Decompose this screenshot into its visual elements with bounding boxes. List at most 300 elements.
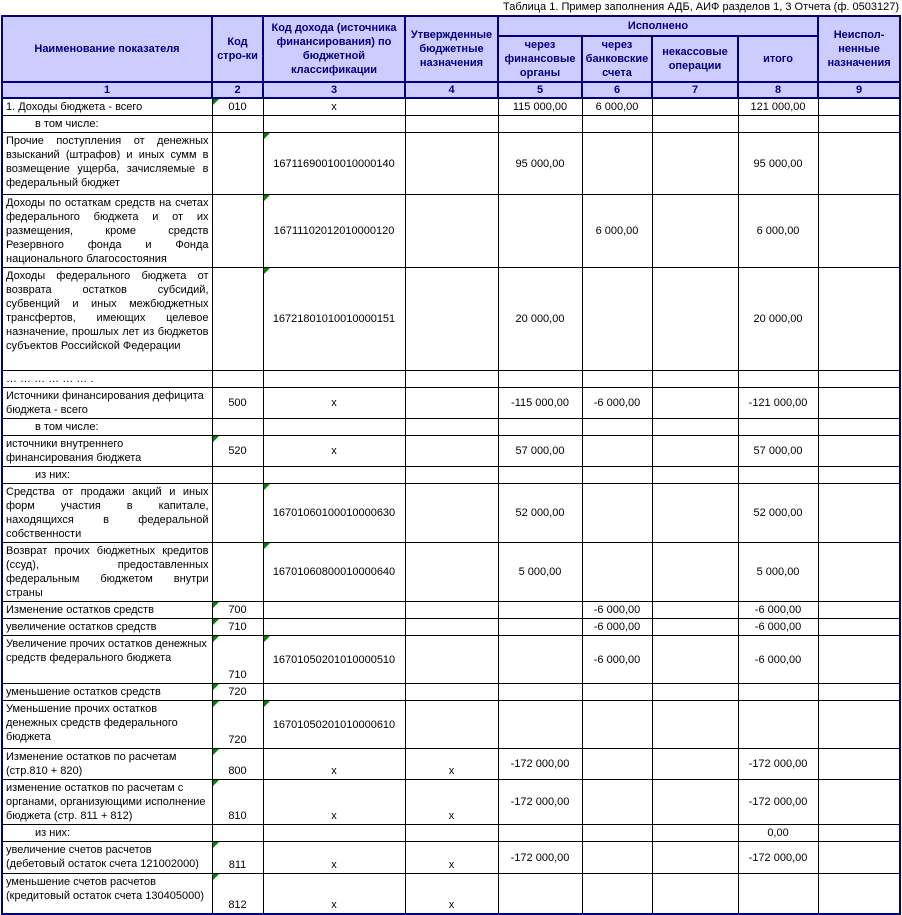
cell-comment-marker-icon <box>213 636 219 642</box>
cell-approved <box>405 268 498 371</box>
table-header <box>2 16 900 98</box>
cell-unexecuted <box>818 842 900 874</box>
cell-kbk-code <box>263 436 405 467</box>
cell-line-code <box>212 467 263 484</box>
cell-value: -172 000,00 <box>510 796 570 808</box>
cell-unexecuted <box>818 684 900 701</box>
cell-value: 710 <box>228 621 247 633</box>
column-number: 5 <box>498 82 582 98</box>
cell-comment-marker-icon <box>264 268 270 274</box>
cell-value: 800 <box>228 765 247 777</box>
indicator-text: увеличение счетов расчетов (дебетовый остаток счета 121002000) <box>6 844 199 870</box>
cell-value: -6 000,00 <box>754 604 802 616</box>
cell-value: x <box>331 445 337 457</box>
column-number: 2 <box>212 82 263 98</box>
table-row <box>2 419 900 436</box>
cell-via-finance <box>498 543 582 602</box>
cell-total <box>738 268 818 371</box>
cell-approved <box>405 619 498 636</box>
cell-total <box>738 749 818 780</box>
cell-via-finance <box>498 780 582 825</box>
cell-via-bank <box>582 874 652 914</box>
col-header-kbk: Код дохода (источника финансирования) по бюджетной классификации <box>263 16 405 82</box>
cell-value: x <box>448 765 455 777</box>
indicator-text: Возврат прочих бюджетных кредитов (ссуд), предоставленных федеральным бюджетом внутри страны <box>6 545 209 599</box>
cell-approved <box>405 543 498 602</box>
cell-indicator-name <box>2 780 212 825</box>
cell-total <box>738 116 818 133</box>
cell-indicator-name <box>2 371 212 388</box>
cell-approved <box>405 195 498 268</box>
cell-value: 121 000,00 <box>750 101 806 113</box>
cell-noncash <box>652 619 738 636</box>
cell-via-finance <box>498 98 582 116</box>
cell-line-code <box>212 636 263 684</box>
cell-approved <box>405 436 498 467</box>
cell-via-finance <box>498 116 582 133</box>
indicator-text: Прочие поступления от денежных взысканий (штрафов) и иных сумм в возмещение ущерба, зачисляемые в федеральный бюджет <box>6 135 209 189</box>
cell-comment-marker-icon <box>264 701 270 707</box>
table-row <box>2 543 900 602</box>
cell-value: x <box>448 810 455 822</box>
table-body <box>2 98 900 914</box>
table-row <box>2 602 900 619</box>
cell-comment-marker-icon <box>213 436 219 442</box>
cell-comment-marker-icon <box>213 684 219 690</box>
cell-line-code <box>212 388 263 419</box>
cell-kbk-code <box>263 602 405 619</box>
cell-kbk-code <box>263 133 405 195</box>
cell-unexecuted <box>818 602 900 619</box>
cell-line-code <box>212 619 263 636</box>
cell-total <box>738 195 818 268</box>
cell-value: 500 <box>228 397 247 409</box>
cell-noncash <box>652 268 738 371</box>
col-header-indicator-name: Наименование показателя <box>2 16 212 82</box>
cell-approved <box>405 602 498 619</box>
cell-total <box>738 98 818 116</box>
cell-via-finance <box>498 484 582 543</box>
cell-indicator-name <box>2 684 212 701</box>
indicator-text: из них: <box>35 469 71 481</box>
cell-value: 6 000,00 <box>595 225 639 237</box>
cell-value: 5 000,00 <box>518 566 562 578</box>
indicator-text: источники внутреннего финансирования бюджета <box>6 438 142 464</box>
cell-noncash <box>652 780 738 825</box>
cell-value: x <box>331 101 337 113</box>
col-header-total: итого <box>738 36 818 82</box>
cell-indicator-name <box>2 874 212 914</box>
cell-line-code <box>212 484 263 543</box>
cell-noncash <box>652 874 738 914</box>
cell-total <box>738 133 818 195</box>
cell-value: 16701050201010000610 <box>272 718 396 731</box>
cell-unexecuted <box>818 268 900 371</box>
cell-via-finance <box>498 371 582 388</box>
cell-unexecuted <box>818 874 900 914</box>
cell-comment-marker-icon <box>213 619 219 625</box>
cell-total <box>738 825 818 842</box>
cell-value: -172 000,00 <box>748 796 808 808</box>
table-row <box>2 268 900 371</box>
cell-value: -6 000,00 <box>754 653 802 666</box>
cell-line-code <box>212 780 263 825</box>
cell-via-bank <box>582 436 652 467</box>
column-number-row <box>2 82 900 98</box>
cell-noncash <box>652 484 738 543</box>
cell-via-bank <box>582 116 652 133</box>
cell-value: 6 000,00 <box>595 101 639 113</box>
cell-value: 520 <box>228 445 247 457</box>
cell-value: 812 <box>228 898 247 911</box>
cell-value: x <box>331 810 337 822</box>
cell-via-bank <box>582 467 652 484</box>
cell-comment-marker-icon <box>213 701 219 707</box>
cell-comment-marker-icon <box>213 874 219 880</box>
cell-line-code <box>212 116 263 133</box>
cell-comment-marker-icon <box>264 484 270 490</box>
cell-kbk-code <box>263 780 405 825</box>
cell-value: 16701060800010000640 <box>272 566 396 578</box>
cell-noncash <box>652 825 738 842</box>
cell-total <box>738 484 818 543</box>
cell-noncash <box>652 98 738 116</box>
cell-via-bank <box>582 825 652 842</box>
cell-value: x <box>331 859 337 871</box>
cell-noncash <box>652 436 738 467</box>
cell-approved <box>405 825 498 842</box>
table-row <box>2 467 900 484</box>
cell-noncash <box>652 636 738 684</box>
cell-line-code <box>212 419 263 436</box>
cell-indicator-name <box>2 842 212 874</box>
cell-approved <box>405 388 498 419</box>
cell-total <box>738 619 818 636</box>
cell-via-bank <box>582 195 652 268</box>
column-number: 9 <box>818 82 900 98</box>
table-caption: Таблица 1. Пример заполнения АДБ, АИФ разделов 1, 3 Отчета (ф. 0503127) <box>503 1 899 13</box>
cell-unexecuted <box>818 116 900 133</box>
col-header-via-finance: через финансовые органы <box>498 36 582 82</box>
table-row <box>2 825 900 842</box>
cell-noncash <box>652 116 738 133</box>
col-header-noncash: некассовые операции <box>652 36 738 82</box>
cell-via-bank <box>582 419 652 436</box>
column-number: 4 <box>405 82 498 98</box>
cell-indicator-name <box>2 98 212 116</box>
cell-value: 16701060100010000630 <box>272 507 396 519</box>
cell-kbk-code <box>263 684 405 701</box>
col-header-unexecuted: Неиспол-ненные назначения <box>818 16 900 82</box>
cell-approved <box>405 371 498 388</box>
cell-kbk-code <box>263 116 405 133</box>
cell-value: 010 <box>228 101 247 113</box>
cell-value: 52 000,00 <box>515 507 565 519</box>
cell-unexecuted <box>818 636 900 684</box>
cell-unexecuted <box>818 825 900 842</box>
cell-total <box>738 842 818 874</box>
cell-approved <box>405 636 498 684</box>
cell-noncash <box>652 371 738 388</box>
cell-comment-marker-icon <box>213 602 219 608</box>
indicator-text: Увеличение прочих остатков денежных средств федерального бюджета <box>6 638 207 664</box>
cell-noncash <box>652 543 738 602</box>
cell-unexecuted <box>818 484 900 543</box>
cell-value: 16701050201010000510 <box>272 653 396 666</box>
cell-via-finance <box>498 701 582 749</box>
col-header-line-code: Код стро-ки <box>212 16 263 82</box>
cell-via-bank <box>582 842 652 874</box>
indicator-text: изменение остатков по расчетам с органами, организующими исполнение бюджета (стр. 811 + 812) <box>6 782 206 822</box>
cell-indicator-name <box>2 388 212 419</box>
column-number: 6 <box>582 82 652 98</box>
cell-indicator-name <box>2 436 212 467</box>
column-number: 3 <box>263 82 405 98</box>
cell-indicator-name <box>2 116 212 133</box>
cell-comment-marker-icon <box>213 842 219 848</box>
cell-via-bank <box>582 780 652 825</box>
cell-kbk-code <box>263 484 405 543</box>
cell-value: -6 000,00 <box>593 604 641 616</box>
table-row <box>2 874 900 914</box>
cell-approved <box>405 701 498 749</box>
cell-kbk-code <box>263 419 405 436</box>
cell-via-finance <box>498 268 582 371</box>
column-number: 1 <box>2 82 212 98</box>
cell-value: x <box>448 898 455 911</box>
cell-value: -115 000,00 <box>511 397 569 409</box>
table-row <box>2 780 900 825</box>
table-row <box>2 98 900 116</box>
indicator-text: увеличение остатков средств <box>6 621 157 633</box>
cell-line-code <box>212 436 263 467</box>
cell-indicator-name <box>2 268 212 371</box>
cell-noncash <box>652 701 738 749</box>
cell-comment-marker-icon <box>264 636 270 642</box>
cell-comment-marker-icon <box>264 543 270 549</box>
cell-kbk-code <box>263 98 405 116</box>
cell-total <box>738 780 818 825</box>
cell-value: 0,00 <box>767 827 789 839</box>
cell-value: -172 000,00 <box>748 758 808 770</box>
cell-value: x <box>331 397 337 409</box>
cell-kbk-code <box>263 371 405 388</box>
cell-indicator-name <box>2 484 212 543</box>
indicator-text: Доходы федерального бюджета от возврата остатков субсидий, субвенций и иных межбюджетных трансфертов, имеющих целевое назначение, прошлых лет из бюджетов субъектов Российской Федерации <box>6 270 209 352</box>
cell-value: 720 <box>228 734 247 746</box>
cell-via-bank <box>582 98 652 116</box>
cell-unexecuted <box>818 195 900 268</box>
table-row <box>2 195 900 268</box>
cell-total <box>738 436 818 467</box>
cell-via-bank <box>582 749 652 780</box>
cell-via-bank <box>582 636 652 684</box>
cell-via-finance <box>498 436 582 467</box>
table-row <box>2 749 900 780</box>
cell-indicator-name <box>2 749 212 780</box>
cell-value: -6 000,00 <box>754 621 802 633</box>
indicator-text: Изменение остатков средств <box>6 604 154 616</box>
cell-unexecuted <box>818 98 900 116</box>
cell-comment-marker-icon <box>264 195 270 201</box>
cell-kbk-code <box>263 825 405 842</box>
cell-line-code <box>212 684 263 701</box>
cell-line-code <box>212 874 263 914</box>
cell-approved <box>405 842 498 874</box>
cell-line-code <box>212 825 263 842</box>
cell-indicator-name <box>2 701 212 749</box>
cell-approved <box>405 780 498 825</box>
cell-via-finance <box>498 419 582 436</box>
table-row <box>2 484 900 543</box>
cell-via-finance <box>498 619 582 636</box>
cell-approved <box>405 98 498 116</box>
cell-line-code <box>212 195 263 268</box>
cell-comment-marker-icon <box>213 99 219 105</box>
indicator-text: … … … … … … . <box>6 373 94 385</box>
cell-line-code <box>212 749 263 780</box>
cell-value: -6 000,00 <box>593 653 641 666</box>
table-row <box>2 684 900 701</box>
cell-total <box>738 636 818 684</box>
cell-line-code <box>212 543 263 602</box>
cell-value: 57 000,00 <box>515 445 565 457</box>
cell-unexecuted <box>818 371 900 388</box>
indicator-text: Источники финансирования дефицита бюджета - всего <box>6 390 204 416</box>
cell-via-finance <box>498 636 582 684</box>
cell-via-finance <box>498 749 582 780</box>
cell-unexecuted <box>818 436 900 467</box>
cell-via-bank <box>582 543 652 602</box>
cell-noncash <box>652 195 738 268</box>
indicator-text: Средства от продажи акций и иных форм участия в капитале, находящихся в федеральной собственности <box>6 486 209 540</box>
cell-via-finance <box>498 195 582 268</box>
cell-value: 700 <box>228 604 247 616</box>
cell-noncash <box>652 602 738 619</box>
cell-via-finance <box>498 684 582 701</box>
cell-value: 20 000,00 <box>753 313 803 325</box>
cell-kbk-code <box>263 543 405 602</box>
cell-approved <box>405 467 498 484</box>
cell-kbk-code <box>263 749 405 780</box>
cell-approved <box>405 484 498 543</box>
cell-kbk-code <box>263 636 405 684</box>
cell-line-code <box>212 602 263 619</box>
cell-value: x <box>448 859 455 871</box>
cell-indicator-name <box>2 419 212 436</box>
cell-noncash <box>652 388 738 419</box>
cell-kbk-code <box>263 874 405 914</box>
cell-indicator-name <box>2 195 212 268</box>
cell-unexecuted <box>818 388 900 419</box>
cell-kbk-code <box>263 467 405 484</box>
cell-via-bank <box>582 684 652 701</box>
cell-value: 16711102012010000120 <box>273 225 395 237</box>
cell-value: -172 000,00 <box>748 851 808 864</box>
cell-value: x <box>331 765 337 777</box>
table-row <box>2 133 900 195</box>
cell-value: x <box>331 898 337 911</box>
cell-noncash <box>652 133 738 195</box>
cell-indicator-name <box>2 543 212 602</box>
cell-value: -172 000,00 <box>510 851 570 864</box>
cell-indicator-name <box>2 467 212 484</box>
cell-approved <box>405 749 498 780</box>
cell-via-bank <box>582 388 652 419</box>
cell-noncash <box>652 467 738 484</box>
cell-value: 16711690010010000140 <box>273 157 395 170</box>
cell-via-finance <box>498 602 582 619</box>
cell-total <box>738 467 818 484</box>
cell-value: 720 <box>228 686 247 698</box>
cell-value: 810 <box>228 810 247 822</box>
cell-value: 710 <box>228 669 247 681</box>
indicator-text: Доходы по остаткам средств на счетах федерального бюджета и от их размещения, кроме средств Резервного фонда и Фонда национального благосостояния <box>6 197 209 265</box>
cell-noncash <box>652 684 738 701</box>
cell-via-bank <box>582 484 652 543</box>
cell-via-bank <box>582 371 652 388</box>
cell-indicator-name <box>2 636 212 684</box>
cell-value: 811 <box>228 859 247 871</box>
table-row <box>2 619 900 636</box>
column-number: 8 <box>738 82 818 98</box>
cell-approved <box>405 874 498 914</box>
cell-line-code <box>212 701 263 749</box>
cell-indicator-name <box>2 825 212 842</box>
cell-total <box>738 543 818 602</box>
budget-table <box>1 15 901 915</box>
indicator-text: уменьшение остатков средств <box>6 686 161 698</box>
cell-approved <box>405 133 498 195</box>
cell-indicator-name <box>2 133 212 195</box>
cell-value: -6 000,00 <box>593 621 641 633</box>
indicator-text: в том числе: <box>35 118 99 130</box>
indicator-text: Изменение остатков по расчетам (стр.810 + 820) <box>6 751 177 777</box>
cell-line-code <box>212 133 263 195</box>
cell-total <box>738 419 818 436</box>
cell-total <box>738 371 818 388</box>
cell-value: 57 000,00 <box>753 445 803 457</box>
cell-kbk-code <box>263 268 405 371</box>
cell-via-finance <box>498 842 582 874</box>
cell-kbk-code <box>263 619 405 636</box>
cell-via-bank <box>582 701 652 749</box>
table-row <box>2 842 900 874</box>
cell-total <box>738 874 818 914</box>
table-row <box>2 636 900 684</box>
cell-value: -121 000,00 <box>748 397 808 409</box>
cell-value: 20 000,00 <box>515 313 565 325</box>
cell-line-code <box>212 371 263 388</box>
cell-via-finance <box>498 388 582 419</box>
cell-noncash <box>652 419 738 436</box>
cell-value: 6 000,00 <box>756 225 800 237</box>
cell-via-finance <box>498 133 582 195</box>
indicator-text: уменьшение счетов расчетов (кредитовый остаток счета 130405000) <box>6 876 204 902</box>
col-header-executed-group: Исполнено <box>498 16 818 36</box>
col-header-approved: Утвержденные бюджетные назначения <box>405 16 498 82</box>
cell-via-bank <box>582 133 652 195</box>
cell-unexecuted <box>818 619 900 636</box>
cell-comment-marker-icon <box>213 749 219 755</box>
cell-noncash <box>652 842 738 874</box>
cell-value: 5 000,00 <box>756 566 800 578</box>
cell-noncash <box>652 749 738 780</box>
table-row <box>2 701 900 749</box>
cell-via-bank <box>582 602 652 619</box>
cell-approved <box>405 684 498 701</box>
cell-unexecuted <box>818 467 900 484</box>
